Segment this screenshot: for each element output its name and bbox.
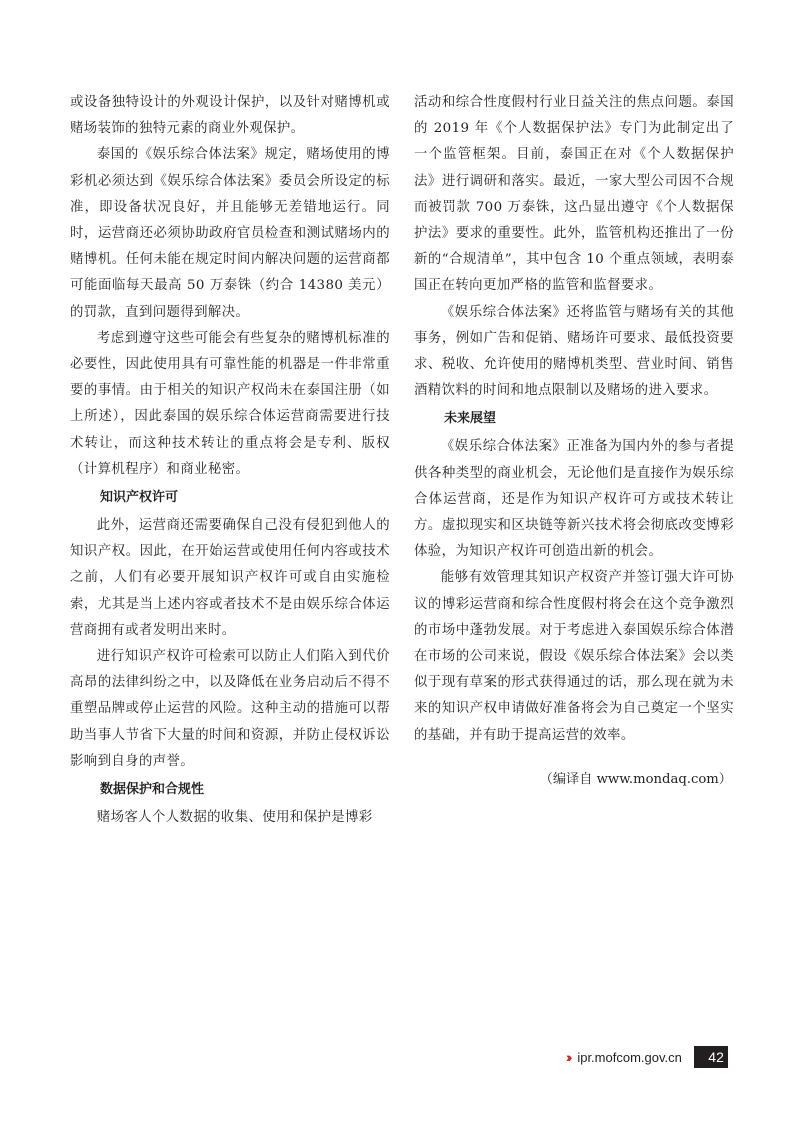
- page-number: 42: [694, 1046, 728, 1068]
- paragraph: 考虑到遵守这些可能会有些复杂的赌博机标准的必要性，因此使用具有可靠性能的机器是一件非常重要的事情。由于相关的知识产权尚未在泰国注册（如上所述），因此泰国的娱乐综合体运营商需要进行技术转让，而这种技术转让的重点将会是专利、版权（计算机程序）和商业秘密。: [70, 330, 390, 477]
- source-citation: （编译自 www.mondaq.com）: [539, 771, 732, 787]
- left-column: [70, 90, 390, 831]
- page-footer: [566, 1046, 728, 1068]
- right-column: [414, 90, 734, 793]
- paragraph: 能够有效管理其知识产权资产并签订强大许可协议的博彩运营商和综合性度假村将会在这个竞争激烈的市场中蓬勃发展。对于考虑进入泰国娱乐综合体潜在市场的公司来说，假设《娱乐综合体法案》会以类似于现有草案的形式获得通过的话，那么现在就为未来的知识产权申请做好准备将会为自己奠定一个坚实的基础，并有助于提高运营的效率。: [414, 570, 734, 743]
- section-heading: 知识产权许可: [100, 490, 179, 506]
- paragraph: 进行知识产权许可检索可以防止人们陷入到代价高昂的法律纠纷之中，以及降低在业务启动后不得不重塑品牌或停止运营的风险。这种主动的措施可以帮助当事人节省下大量的时间和资源，并防止侵权诉讼影响到自身的声誉。: [70, 649, 390, 769]
- paragraph: 或设备独特设计的外观设计保护，以及针对赌博机或赌场装饰的独特元素的商业外观保护。: [70, 95, 390, 137]
- paragraph: 《娱乐综合体法案》正准备为国内外的参与者提供各种类型的商业机会，无论他们是直接作为娱乐综合体运营商，还是作为知识产权许可方或技术转让方。虚拟现实和区块链等新兴技术将会彻底改变博彩体验，为知识产权许可创造出新的机会。: [414, 439, 734, 560]
- chevron-right-icon: ››: [566, 1049, 570, 1065]
- paragraph: 《娱乐综合体法案》还将监管与赌场有关的其他事务，例如广告和促销、赌场许可要求、最低投资要求、税收、允许使用的赌博机类型、营业时间、销售酒精饮料的时间和地点限制以及赌场的进入要求。: [414, 304, 734, 399]
- section-heading: 数据保护和合规性: [100, 782, 205, 798]
- paragraph: 赌场客人个人数据的收集、使用和保护是博彩: [96, 810, 373, 826]
- footer-url[interactable]: ipr.mofcom.gov.cn: [577, 1049, 682, 1065]
- paragraph: 泰国的《娱乐综合体法案》规定，赌场使用的博彩机必须达到《娱乐综合体法案》委员会所设定的标准，即设备状况良好，并且能够无差错地运行。同时，运营商还必须协助政府官员检查和测试赌场内的赌博机。任何未能在规定时间内解决问题的运营商都可能面临每天最高 50 万泰铢（约合 14380 美元）的罚款，直到问题得到解决。: [70, 147, 390, 320]
- paragraph: 此外，运营商还需要确保自己没有侵犯到他人的知识产权。因此，在开始运营或使用任何内容或技术之前，人们有必要开展知识产权许可或自由实施检索，尤其是当上述内容或者技术不是由娱乐综合体运营商拥有或者发明出来时。: [70, 518, 390, 638]
- paragraph: 活动和综合性度假村行业日益关注的焦点问题。泰国的 2019 年《个人数据保护法》专门为此制定出了一个监管框架。目前，泰国正在对《个人数据保护法》进行调研和落实。最近，一家大型公司因不合规而被罚款 700 万泰铢，这凸显出遵守《个人数据保护法》要求的重要性。此外，监管机构还推出了一份新的“合规清单”，其中包含 10 个重点领域，表明泰国正在转向更加严格的监管和监督要求。: [414, 95, 734, 294]
- section-heading: 未来展望: [444, 411, 497, 427]
